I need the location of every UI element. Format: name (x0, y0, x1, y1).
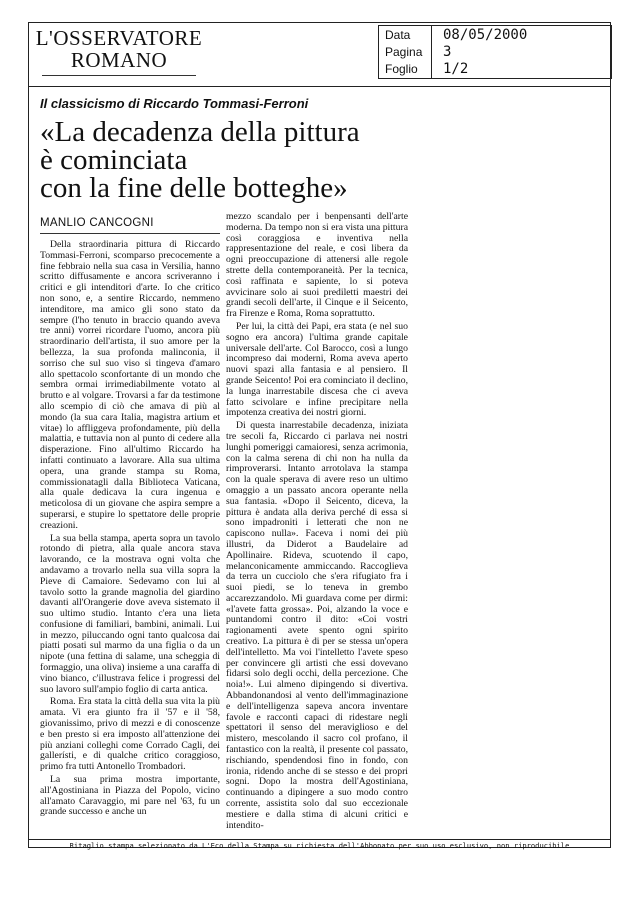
masthead-rule (42, 75, 196, 76)
foglio-value: 1/2 (443, 61, 469, 77)
clipping-metadata-box (378, 25, 612, 79)
paragraph: Roma. Era stata la città della sua vita la più amata. Vi era giunto fra il '57 e il '58, giovanissimo, privo di mezzi e di conoscenze e ben presto si era imposto all'attenzione dei più anziani colleghi come Corrado Cagli, dei gallerísti, e di qualche critico coraggioso, primo fra tutti Antonello Trombadori. (40, 696, 220, 773)
data-label: Data (385, 28, 411, 42)
metadata-row-data (379, 27, 611, 44)
headline-line-2: è cominciata (40, 144, 188, 176)
paragraph: La sua bella stampa, aperta sopra un tavolo rotondo di pietra, alla quale ancora stava lavorando, ce la mostrava ogni volta che andavamo a trovarlo nella sua villa sopra la Pieve di Camaiore. Sedevamo con lui al tavolo sotto la grande magnolia del giardino davanti all'Orangerie dove aveva sistemato il suo ultimo studio. Intanto c'era una lieta confusione di familiari, bambini, animali. Lui in mezzo, piluccando ogni tanto qualcosa dai piatti posati sul marmo da una figlia o da un nipote (una fettina di salame, una scheggia di formaggio, una oliva) insieme a una caraffa di vino bianco, c'illustrava felice i progressi del suo lavoro sull'ampio foglio di carta antica. (40, 532, 220, 695)
metadata-row-pagina (379, 44, 611, 61)
foglio-label: Foglio (385, 62, 418, 76)
data-value: 08/05/2000 (443, 27, 528, 43)
masthead-line-2: ROMANO (70, 48, 168, 72)
newspaper-masthead (34, 26, 204, 76)
paragraph: mezzo scandalo per i benpensanti dell'arte moderna. Da tempo non si era vista una pittura così coraggiosa e inventiva nella rappresentazione del reale, e così libera da ogni preoccupazione di attenersi alle regole strette della contemporaneità. Per la tecnica, così raffinata e sapiente, lo si poteva avvicinare solo ai suoi prediletti maestri dei grandi secoli dell'arte, il Cinque e il Seicento, fra Firenze e Roma, Roma soprattutto. (226, 211, 408, 320)
clipping-footer-notice: Ritaglio stampa selezionato da L'Eco della Stampa su richiesta dell'Abbonato per suo uso esclusivo, non riproducibile (28, 839, 611, 853)
headline-line-3: con la fine delle botteghe» (40, 172, 348, 204)
pagina-label: Pagina (385, 45, 423, 59)
paragraph: Della straordinaria pittura di Riccardo Tommasi-Ferroni, scomparso precocemente a fine febbraio nella sua casa in Versilia, hanno scritto diffusamente e ancora scriveranno i critici e gli intenditori d'arte. Io che critico non sono, e, a sentire Riccardo, nemmeno intenditore, ma amico gli sono stato da sempre (l'ho tenuto in braccio quando aveva tre anni) vorrei ricordare l'uomo, ancora più straordinario dell'artista, il suo amore per la bellezza, la sua profonda malinconia, il sorriso che sul suo viso si tingeva d'amaro allo spettacolo sconfortante di un mondo che sembra ormai irrimediabilmente votato al brutto e al volgare. Trovarsi a far da testimone allo scempio di ciò che amava di più al mondo (la sua cara Italia, magistra artium et vitae) lo affliggeva profondamente, più della malattia, e tuttavia non al punto di cedere alla disperazione. Fino all'ultimo Riccardo ha infatti continuato a lavorare. Alla sua ultima opera, una grande stampa su Roma, commissionatagli dalla Biblioteca Vaticana, alla quale dedicava la cura ingenua e meticolosa di un giovane che aspira sempre a superarsi, e stupire lo spettatore delle proprie creazioni. (40, 239, 220, 531)
article-column-1 (40, 240, 220, 820)
paragraph: Di questa inarrestabile decadenza, iniziata tre secoli fa, Riccardo ci parlava nei nostri lunghi pomeriggi camaioresi, senza acrimonia, con la calma serena di chi non ha nulla da rimproverarsi. Intanto arrotolava la stampa con la quale sperava di avere reso un ultimo omaggio a un passato ancora operante nella sua fantasia. «Dopo il Seicento, diceva, la pittura è andata alla deriva perché di essa si sono impadroniti i letterati che non ne capiscono nulla». Faceva i nomi dei più illustri, da Diderot a Baudelaire ad Apollinaire. Rideva, scuotendo il capo, melanconicamente ammiccando. Raccoglieva da terra un cucciolo che s'era rifugiato fra i suoi piedi, se lo teneva in grembo accarezzandolo. Mi guardava come per dirmi: «l'avete fatta grossa». Poi, alzando la voce e puntandomi contro il dito: «Coi vostri ragionamenti avete spento ogni spirito creativo. La pittura è di per se stessa un'opera dell'intelletto. Ma voi l'intelletto l'avete speso per convincere gli artisti che essi dovevano fidarsi solo degli occhi, della percezione. Che noia!». Lui almeno dipingendo si divertiva. Abbandonandosi al vento dell'immaginazione e dell'intelligenza sapeva ancora inventare favole e racconti capaci di ridestare negli spettatori il senso del meraviglioso e del mistero, mescolando il sacro col profano, il fantastico con la realtà, il presente col passato, rischiando, spendendosi fino in fondo, con ironia, ridendo anche di se stesso e dei propri sogni. Dopo la mostra dell'Agostiniana, continuando a dipingere a suo modo contro corrente, assistita solo dal suo eccezionale mestiere e dalla stima di alcuni critici e intendito- (226, 420, 408, 831)
byline-rule (40, 233, 220, 234)
article-column-2 (226, 212, 408, 833)
pagina-value: 3 (443, 44, 452, 60)
paragraph: La sua prima mostra importante, all'Agostiniana in Piazza del Popolo, vicino all'amato Caravaggio, mi pare nel '63, fu un grande successo e anche un (40, 774, 220, 818)
metadata-row-foglio (379, 61, 611, 78)
masthead-line-1: L'OSSERVATORE (35, 26, 203, 50)
article-byline: MANLIO CANCOGNI (40, 217, 154, 229)
article-headline (40, 118, 460, 202)
article-kicker: Il classicismo di Riccardo Tommasi-Ferroni (40, 96, 309, 111)
headline-line-1: «La decadenza della pittura (40, 116, 360, 148)
paragraph: Per lui, la città dei Papi, era stata (e nel suo sogno era ancora) l'ultima grande capitale universale dell'arte. Col Barocco, così a lungo incompreso dai moderni, Roma aveva aperto nuovi spazi alla fantasia e al pensiero. Il grande Seicento! Poi era cominciato il declino, la lunga inarrestabile discesa che ci aveva fatto scivolare e infine precipitare nella impotenza creativa dei nostri giorni. (226, 320, 408, 419)
header-rule (28, 86, 611, 87)
